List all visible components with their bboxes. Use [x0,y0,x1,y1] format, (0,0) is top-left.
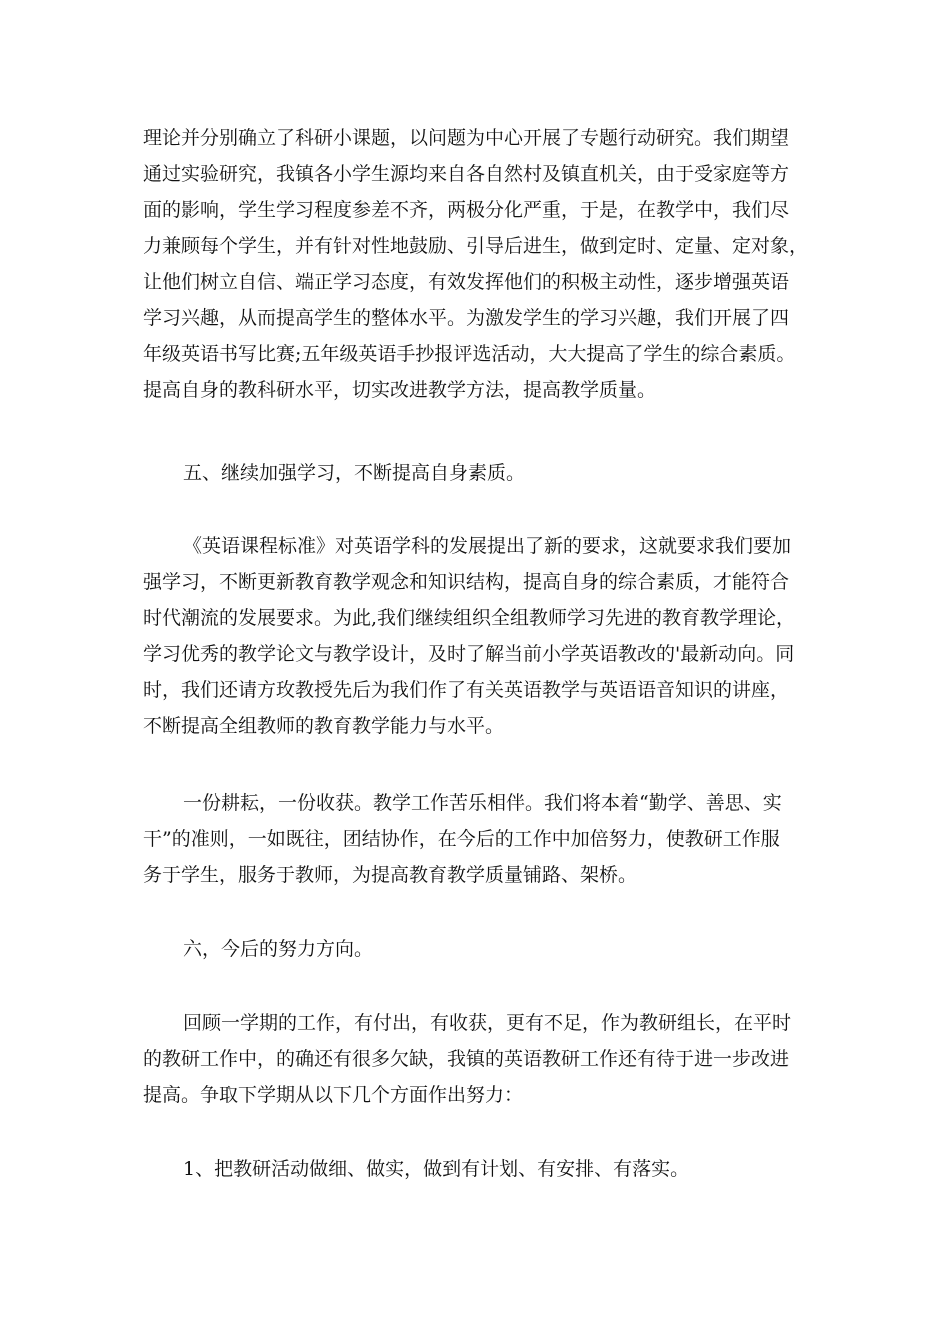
text-line: 提高自身的教科研水平，切实改进教学方法，提高教学质量。 [143,379,657,401]
list-item: 1、把教研活动做细、做实，做到有计划、有安排、有落实。 [183,1158,690,1180]
text-line: 一份耕耘，一份收获。教学工作苦乐相伴。我们将本着“勤学、善思、实 [183,792,782,814]
section-heading-five [143,455,811,491]
text-line: 时，我们还请方玫教授先后为我们作了有关英语教学与英语语音知识的讲座， [143,679,790,701]
paragraph-harvest [143,785,811,893]
text-line: 务于学生，服务于教师，为提高教育教学质量铺路、架桥。 [143,864,638,886]
text-line: 强学习，不断更新教育教学观念和知识结构，提高自身的综合素质，才能符合 [143,571,790,593]
text-line: 时代潮流的发展要求。为此,我们继续组织全组教师学习先进的教育教学理论， [143,607,796,629]
text-line: 让他们树立自信、端正学习态度，有效发挥他们的积极主动性，逐步增强英语 [143,271,790,293]
section-heading: 六，今后的努力方向。 [183,938,374,960]
text-line: 面的影响，学生学习程度参差不齐，两极分化严重，于是，在教学中，我们尽 [143,199,790,221]
text-line: 干”的准则，一如既往，团结协作，在今后的工作中加倍努力，使教研工作服 [143,828,780,850]
paragraph-research-summary [143,120,811,408]
text-line: 回顾一学期的工作，有付出，有收获，更有不足，作为教研组长，在平时 [183,1012,792,1034]
text-line: 年级英语书写比赛;五年级英语手抄报评选活动，大大提高了学生的综合素质。 [143,343,796,365]
section-heading: 五、继续加强学习，不断提高自身素质。 [183,462,526,484]
paragraph-review [143,1005,811,1113]
text-line: 学习兴趣，从而提高学生的整体水平。为激发学生的学习兴趣，我们开展了四 [143,307,790,329]
section-heading-six [143,931,811,967]
paragraph-curriculum-standard [143,528,811,744]
text-line: 通过实验研究，我镇各小学生源均来自各自然村及镇直机关，由于受家庭等方 [143,163,790,185]
text-line: 的教研工作中，的确还有很多欠缺，我镇的英语教研工作还有待于进一步改进 [143,1048,790,1070]
text-line: 学习优秀的教学论文与教学设计，及时了解当前小学英语教改的'最新动向。同 [143,643,795,665]
text-line: 力兼顾每个学生，并有针对性地鼓励、引导后进生，做到定时、定量、定对象， [143,235,809,257]
text-line: 《英语课程标准》对英语学科的发展提出了新的要求，这就要求我们要加 [183,535,792,557]
text-line: 提高。争取下学期从以下几个方面作出努力： [143,1084,524,1106]
text-line: 理论并分别确立了科研小课题，以问题为中心开展了专题行动研究。我们期望 [143,127,790,149]
text-line: 不断提高全组教师的教育教学能力与水平。 [143,715,505,737]
list-item-one [143,1151,811,1187]
